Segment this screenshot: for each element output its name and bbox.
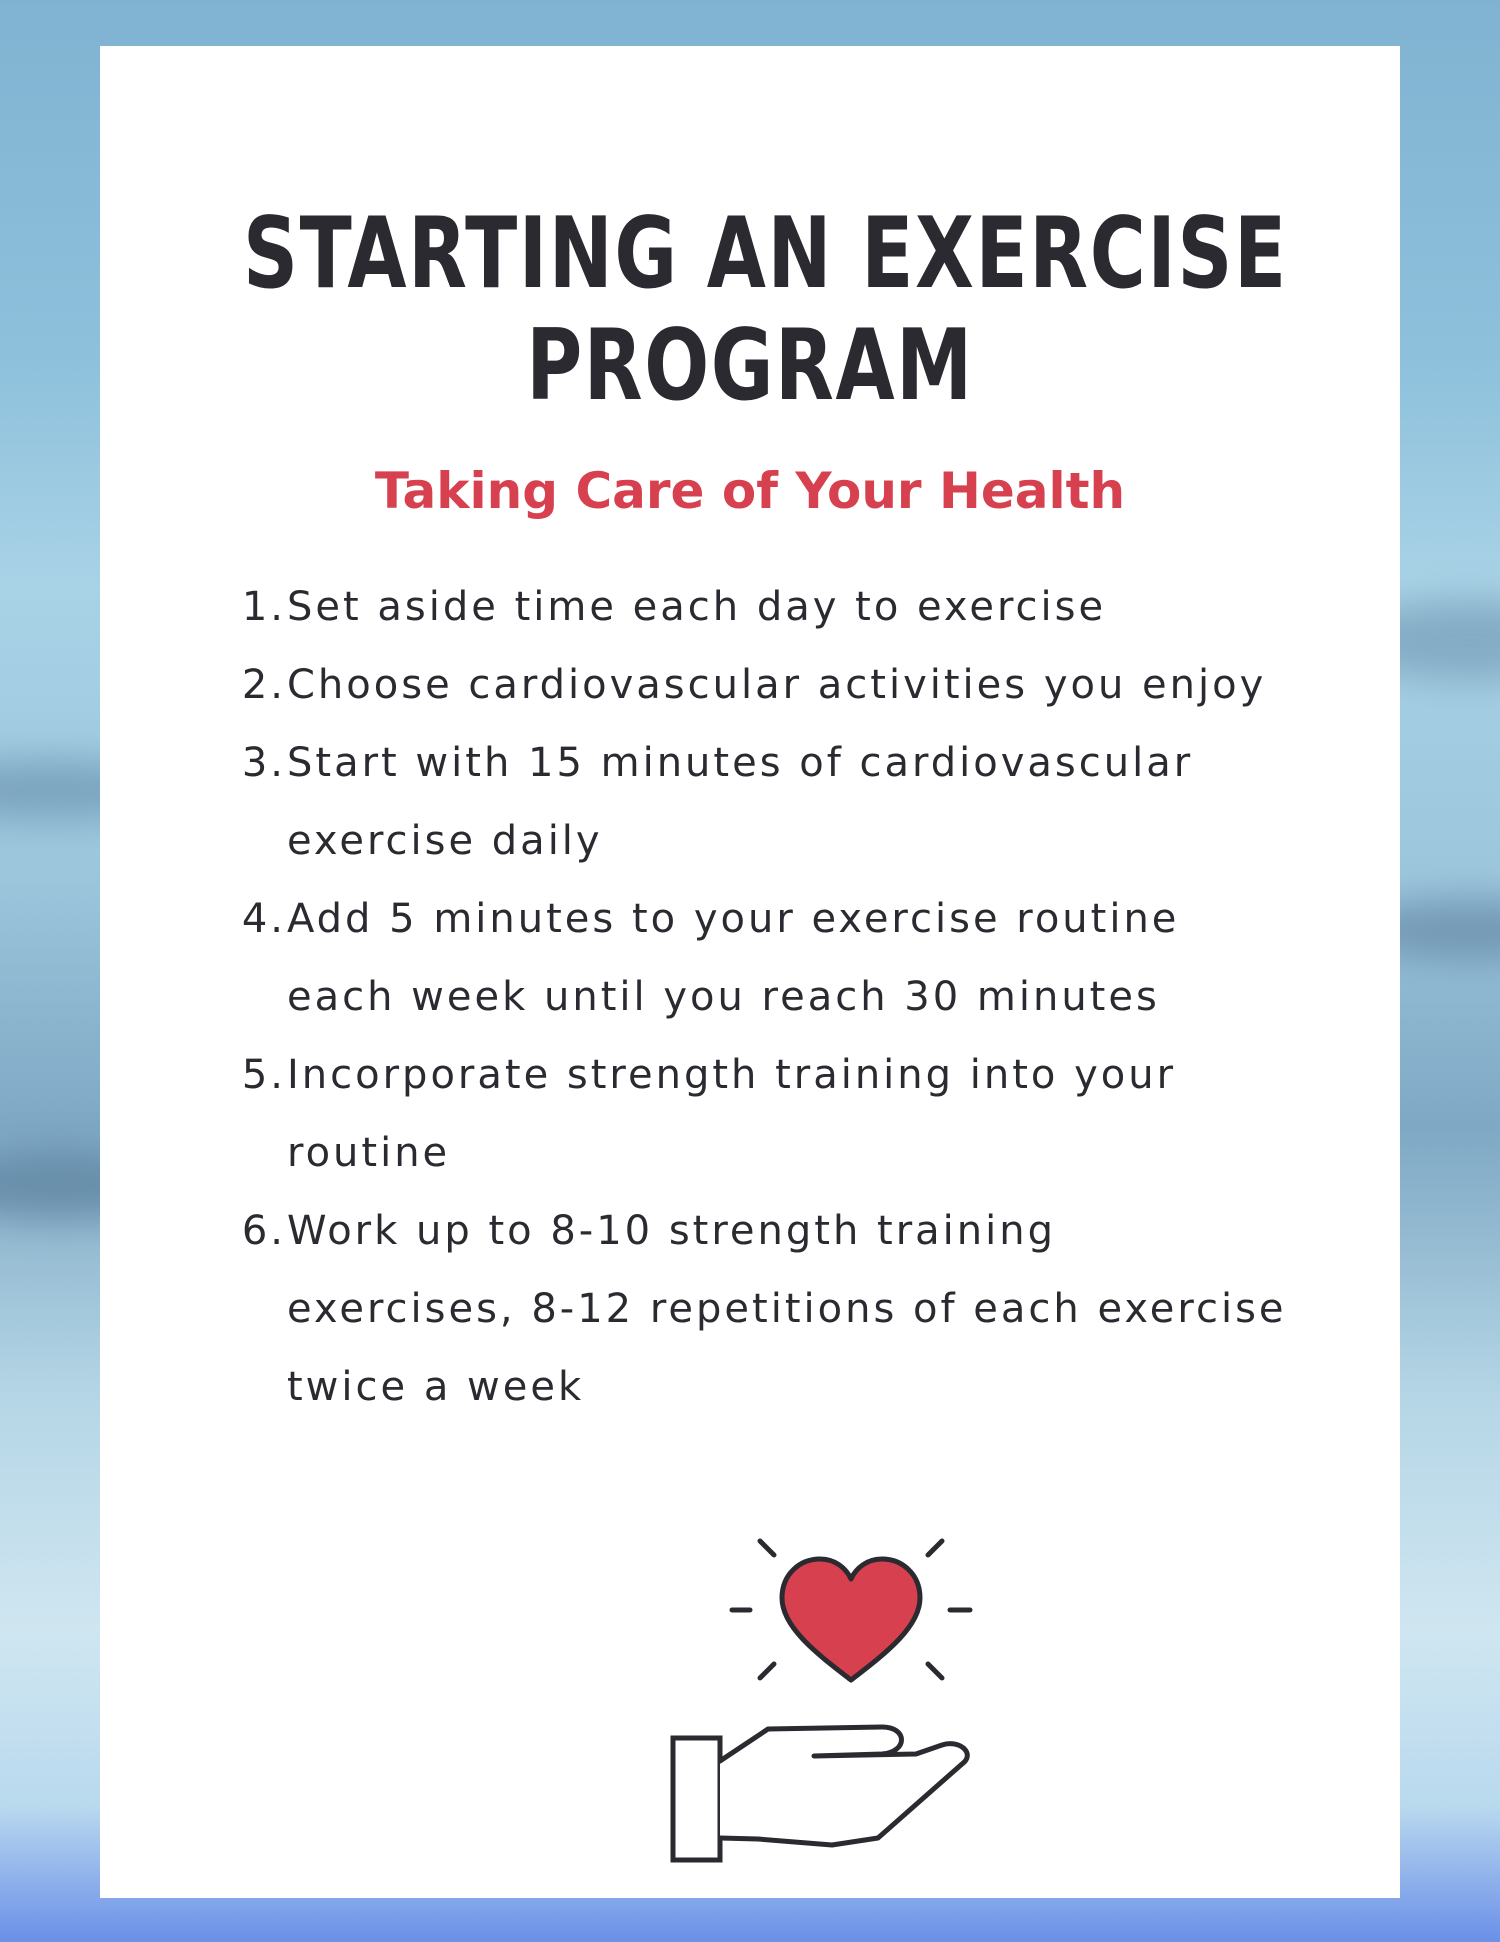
list-item (100, 1036, 1287, 1192)
step-text: Work up to 8-10 strength training exercises, 8-12 repetitions of each exercise twice a week (287, 1208, 1287, 1410)
hand-holding-heart-icon (620, 1486, 1020, 1880)
heart-icon (782, 1559, 920, 1680)
page-title (243, 197, 1288, 423)
list-item (100, 880, 1287, 1036)
flyer-card (100, 46, 1400, 1898)
step-text: Start with 15 minutes of cardiovascular exercise daily (287, 740, 1194, 864)
step-text: Choose cardiovascular activities you enjoy (287, 662, 1267, 708)
step-text: Incorporate strength training into your routine (287, 1052, 1177, 1176)
step-text: Set aside time each day to exercise (287, 584, 1107, 630)
list-item (100, 724, 1287, 880)
step-number: 6. (241, 1208, 286, 1254)
list-item (100, 568, 1287, 646)
steps-list (100, 568, 1400, 1426)
title-line: PROGRAM (526, 309, 974, 423)
step-number: 3. (241, 740, 286, 786)
list-item (100, 646, 1287, 724)
subtitle: Taking Care of Your Health (374, 462, 1126, 520)
hand-icon (720, 1727, 967, 1845)
title-line: STARTING AN EXERCISE (243, 197, 1288, 311)
step-number: 5. (241, 1052, 286, 1098)
step-text: Add 5 minutes to your exercise routine each week until you reach 30 minutes (287, 896, 1180, 1020)
step-number: 4. (241, 896, 286, 942)
list-item (100, 1192, 1287, 1426)
hand-cuff (673, 1738, 720, 1860)
step-number: 1. (241, 584, 286, 630)
step-number: 2. (241, 662, 286, 708)
